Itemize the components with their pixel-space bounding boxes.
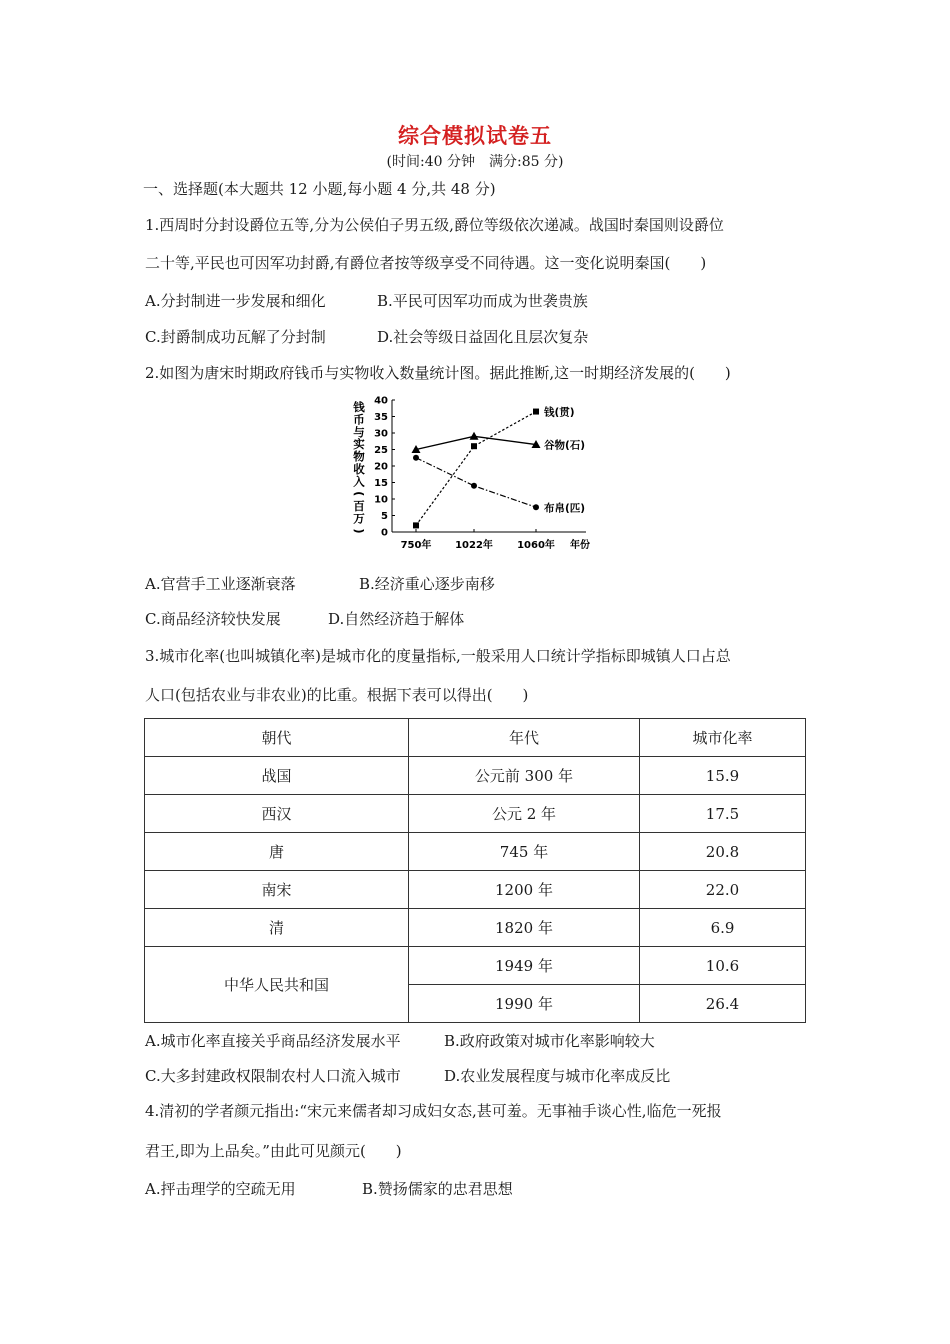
table-row: [145, 833, 806, 871]
q1-option-a: A.分封制进一步发展和细化: [145, 292, 326, 310]
y-tick-label: 5: [381, 511, 388, 522]
y-axis-label-char: 收: [353, 462, 365, 476]
table-row: [145, 871, 806, 909]
y-axis-label-char: (: [352, 491, 366, 497]
revenue-line-chart: [350, 395, 610, 555]
table-cell: 6.9: [640, 909, 806, 947]
q2-option-a: A.官营手工业逐渐衰落: [145, 575, 296, 593]
q3-option-d: D.农业发展程度与城市化率成反比: [444, 1067, 671, 1085]
data-point: [471, 483, 477, 489]
table-row: [145, 795, 806, 833]
q3-stem-line2: 人口(包括农业与非农业)的比重。根据下表可以得出( ): [145, 686, 529, 704]
y-axis-label-char: 与: [353, 424, 365, 439]
table-row: [145, 947, 806, 985]
table-cell: 15.9: [640, 757, 806, 795]
table-row: [145, 757, 806, 795]
page-subtitle: (时间:40 分钟 满分:85 分): [386, 154, 564, 170]
x-axis-label: 年份: [570, 540, 590, 551]
series-label: 谷物(石): [544, 439, 586, 452]
q4-stem-line1: 4.清初的学者颜元指出:“宋元来儒者却习成妇女态,甚可羞。无事袖手谈心性,临危一死报: [145, 1102, 722, 1120]
y-axis-label-char: 钱: [353, 400, 365, 414]
y-tick-label: 35: [374, 412, 388, 423]
table-header-cell: 朝代: [145, 719, 409, 757]
q4-option-b: B.赞扬儒家的忠君思想: [362, 1180, 513, 1198]
data-point: [413, 455, 419, 461]
series-line: [416, 412, 536, 526]
table-cell: 战国: [145, 757, 409, 795]
table-cell: 清: [145, 909, 409, 947]
table-cell: 公元 2 年: [409, 795, 640, 833]
q2-option-b: B.经济重心逐步南移: [359, 575, 495, 593]
series-label: 钱(贯): [544, 406, 575, 419]
y-axis-label-char: 物: [353, 449, 365, 464]
q3-stem-line1: 3.城市化率(也叫城镇化率)是城市化的度量指标,一般采用人口统计学指标即城镇人口占总: [145, 647, 731, 665]
q1-stem-line2: 二十等,平民也可因军功封爵,有爵位者按等级享受不同待遇。这一变化说明秦国( ): [145, 254, 707, 272]
table-cell: 10.6: [640, 947, 806, 985]
table-cell: 745 年: [409, 833, 640, 871]
data-point: [471, 443, 477, 449]
section-heading: 一、选择题(本大题共 12 小题,每小题 4 分,共 48 分): [143, 180, 496, 198]
y-axis-label-char: 百: [353, 499, 365, 514]
data-point: [533, 504, 539, 510]
q2-stem: 2.如图为唐宋时期政府钱币与实物收入数量统计图。据此推断,这一时期经济发展的( ): [145, 364, 731, 382]
y-axis-label: [352, 400, 366, 534]
q4-stem-line2: 君王,即为上品矣。”由此可见颜元( ): [145, 1142, 402, 1160]
table-cell-merged: 中华人民共和国: [145, 947, 409, 1023]
table-cell: 公元前 300 年: [409, 757, 640, 795]
table-cell: 1200 年: [409, 871, 640, 909]
urbanization-table: [144, 718, 806, 1023]
y-axis-label-char: ): [352, 528, 366, 534]
q1-option-d: D.社会等级日益固化且层次复杂: [377, 328, 589, 346]
table-cell: 1820 年: [409, 909, 640, 947]
y-axis-label-char: 实: [353, 437, 365, 452]
q2-option-d: D.自然经济趋于解体: [328, 610, 465, 628]
y-axis-label-char: 币: [353, 412, 365, 427]
series-label: 布帛(匹): [544, 502, 586, 515]
q4-option-a: A.抨击理学的空疏无用: [145, 1180, 296, 1198]
data-point: [413, 522, 419, 528]
y-tick-label: 30: [374, 428, 388, 440]
y-tick-label: 20: [374, 461, 388, 473]
y-tick-label: 15: [374, 478, 388, 489]
page-title: 综合模拟试卷五: [398, 123, 552, 148]
q1-stem-line1: 1.西周时分封设爵位五等,分为公侯伯子男五级,爵位等级依次递减。战国时秦国则设爵位: [145, 216, 724, 234]
series-line: [416, 458, 536, 508]
data-point: [533, 409, 539, 415]
q3-option-c: C.大多封建政权限制农村人口流入城市: [145, 1067, 401, 1085]
table-cell: 26.4: [640, 985, 806, 1023]
x-tick-label: 750年: [400, 540, 432, 551]
data-point: [470, 432, 479, 440]
table-cell: 西汉: [145, 795, 409, 833]
y-tick-label: 25: [374, 445, 388, 456]
table-cell: 唐: [145, 833, 409, 871]
table-cell: 1949 年: [409, 947, 640, 985]
table-cell: 20.8: [640, 833, 806, 871]
table-header-row: [145, 719, 806, 757]
table-cell: 22.0: [640, 871, 806, 909]
table-cell: 17.5: [640, 795, 806, 833]
q1-option-c: C.封爵制成功瓦解了分封制: [145, 328, 326, 346]
x-tick-label: 1022年: [455, 540, 493, 551]
x-tick-label: 1060年: [517, 540, 555, 551]
q3-option-a: A.城市化率直接关乎商品经济发展水平: [145, 1032, 401, 1050]
y-tick-label: 40: [374, 395, 388, 407]
y-tick-label: 0: [381, 527, 388, 539]
table-cell: 南宋: [145, 871, 409, 909]
y-axis-label-char: 入: [353, 474, 365, 489]
table-header-cell: 城市化率: [640, 719, 806, 757]
q3-option-b: B.政府政策对城市化率影响较大: [444, 1032, 655, 1050]
table-cell: 1990 年: [409, 985, 640, 1023]
y-tick-label: 10: [374, 494, 388, 506]
table-row: [145, 909, 806, 947]
q2-option-c: C.商品经济较快发展: [145, 610, 281, 628]
y-axis-label-char: 万: [353, 511, 365, 526]
table-header-cell: 年代: [409, 719, 640, 757]
q1-option-b: B.平民可因军功而成为世袭贵族: [377, 292, 588, 310]
